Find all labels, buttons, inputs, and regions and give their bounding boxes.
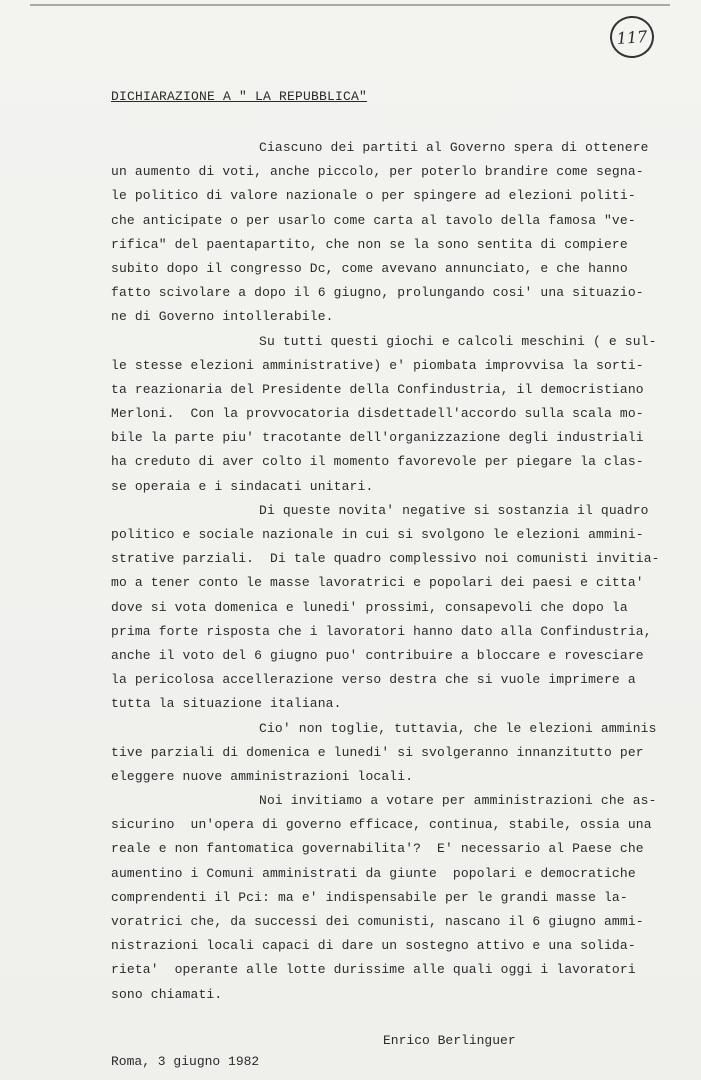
paragraph: [111, 717, 681, 790]
paragraph: [111, 499, 681, 717]
document-title: DICHIARAZIONE A " LA REPUBBLICA": [111, 89, 368, 104]
text-line: politico e sociale nazionale in cui si svolgono le elezioni ammini-: [111, 527, 644, 542]
text-line: le stesse elezioni amministrative) e' piombata improvvisa la sorti-: [111, 357, 644, 373]
text-line: eleggere nuove amministrazioni locali.: [111, 768, 414, 784]
text-line: che anticipate o per usarlo come carta al tavolo della famosa "ve-: [111, 212, 636, 228]
text-line: Noi invitiamo a votare per amministrazioni che as-: [259, 793, 657, 809]
text-line: Cio' non toglie, tuttavia, che le elezioni amminis: [259, 720, 657, 736]
paragraph: [111, 136, 681, 330]
text-line: le politico di valore nazionale o per spingere ad elezioni politi-: [111, 188, 636, 204]
text-line: Merloni. Con la provvocatoria disdettadell'accordo sulla scala mo-: [111, 406, 644, 422]
text-line: aumentino i Comuni amministrati da giunte popolari e democratiche: [111, 865, 636, 881]
text-line: tive parziali di domenica e lunedi' si svolgeranno innanzitutto per: [111, 744, 644, 760]
signature: Enrico Berlinguer: [383, 1033, 516, 1048]
text-line: tutta la situazione italiana.: [111, 696, 342, 712]
body-text: [111, 136, 681, 1007]
text-line: reale e non fantomatica governabilita'? E' necessario al Paese che: [111, 841, 644, 857]
text-line: fatto scivolare a dopo il 6 giugno, prolungando cosi' una situazio-: [111, 285, 644, 301]
paragraph: [111, 789, 681, 1007]
text-line: se operaia e i sindacati unitari.: [111, 478, 374, 494]
text-line: bile la parte piu' tracotante dell'organizzazione degli industriali: [111, 430, 644, 446]
text-line: subito dopo il congresso Dc, come avevano annunciato, e che hanno: [111, 260, 628, 276]
text-line: strative parziali. Di tale quadro complessivo noi comunisti invitia-: [111, 551, 660, 567]
text-line: comprendenti il Pci: ma e' indispensabile per le grandi masse la-: [111, 889, 628, 905]
text-line: nistrazioni locali capaci di dare un sostegno attivo e una solida-: [111, 938, 636, 954]
text-line: voratrici che, da successi dei comunisti, nascano il 6 giugno ammi-: [111, 914, 644, 929]
text-line: Di queste novita' negative si sostanzia il quadro: [259, 502, 649, 518]
text-line: dove si vota domenica e lunedi' prossimi, consapevoli che dopo la: [111, 599, 628, 615]
text-line: Su tutti questi giochi e calcoli meschini ( e sul-: [259, 333, 657, 349]
text-line: rifica" del paentapartito, che non se la sono sentita di compiere: [111, 236, 628, 252]
text-line: anche il voto del 6 giugno puo' contribuire a bloccare e rovesciare: [111, 647, 644, 663]
text-line: Ciascuno dei partiti al Governo spera di ottenere: [259, 140, 649, 155]
text-line: sicurino un'opera di governo efficace, continua, stabile, ossia una: [111, 817, 652, 833]
text-line: un aumento di voti, anche piccolo, per poterlo brandire come segna-: [111, 164, 644, 180]
text-line: ne di Governo intollerabile.: [111, 309, 334, 325]
text-line: rieta' operante alle lotte durissime alle quali oggi i lavoratori: [111, 962, 636, 978]
place-date: Roma, 3 giugno 1982: [111, 1054, 260, 1069]
text-line: mo a tener conto le masse lavoratrici e popolari dei paesi e citta': [111, 575, 644, 591]
text-line: ta reazionaria del Presidente della Confindustria, il democristiano: [111, 381, 644, 397]
text-line: prima forte risposta che i lavoratori hanno dato alla Confindustria,: [111, 623, 652, 639]
text-line: ha creduto di aver colto il momento favorevole per piegare la clas-: [111, 454, 644, 470]
text-line: la pericolosa accellerazione verso destra che si vuole imprimere a: [111, 672, 636, 688]
paragraph: [111, 330, 681, 499]
text-line: sono chiamati.: [111, 986, 223, 1002]
page-number-stamp: 117: [609, 15, 656, 60]
top-edge-rule: [30, 4, 670, 6]
